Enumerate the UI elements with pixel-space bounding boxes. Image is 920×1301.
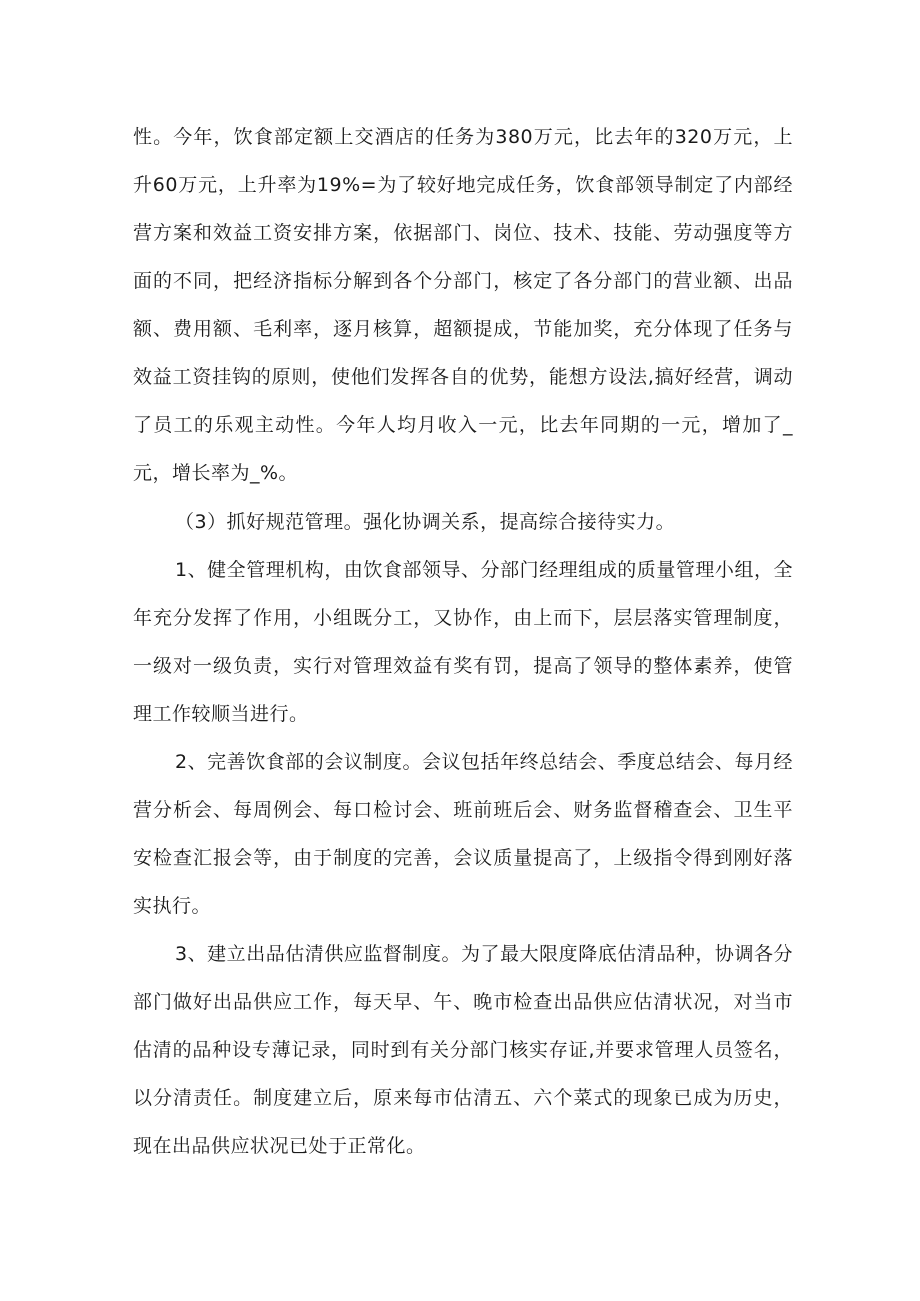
paragraph-management-organization: 1、健全管理机构，由饮食部领导、分部门经理组成的质量管理小组，全年充分发挥了作用，小组既分工，又协作，由上而下，层层落实管理制度，一级对一级负责，实行对管理效益有奖有罚，提高了领导的整体素养，使管理工作较顺当进行。 (133, 559, 793, 725)
section-heading-standard-management: （3）抓好规范管理。强化协调关系，提高综合接待实力。 (175, 511, 676, 533)
paragraph-meeting-system: 2、完善饮食部的会议制度。会议包括年终总结会、季度总结会、每月经营分析会、每周例会、每口检讨会、班前班后会、财务监督稽查会、卫生平安检查汇报会等，由于制度的完善，会议质量提高了，上级指令得到刚好落实执行。 (133, 751, 793, 917)
paragraph-supply-supervision: 3、建立出品估清供应监督制度。为了最大限度降底估清品种，协调各分部门做好出品供应工作，每天早、午、晚市检查出品供应估清状况，对当市估清的品种设专薄记录，同时到有关分部门核实存证,并要求管理人员签名，以分清责任。制度建立后，原来每市估清五、六个菜式的现象已成为历史，现在出品供应状况已处于正常化。 (133, 943, 793, 1157)
paragraph-income-summary: 性。今年，饮食部定额上交酒店的任务为380万元，比去年的320万元，上升60万元，上升率为19%=为了较好地完成任务，饮食部领导制定了内部经营方案和效益工资安排方案，依据部门、岗位、技术、技能、劳动强度等方面的不同，把经济指标分解到各个分部门，核定了各分部门的营业额、出品额、费用额、毛利率，逐月核算，超额提成，节能加奖，充分体现了任务与效益工资挂钩的原则，使他们发挥各自的优势，能想方设法,搞好经营，调动了员工的乐观主动性。今年人均月收入一元，比去年同期的一元，增加了_元，增长率为_%。 (133, 126, 793, 484)
